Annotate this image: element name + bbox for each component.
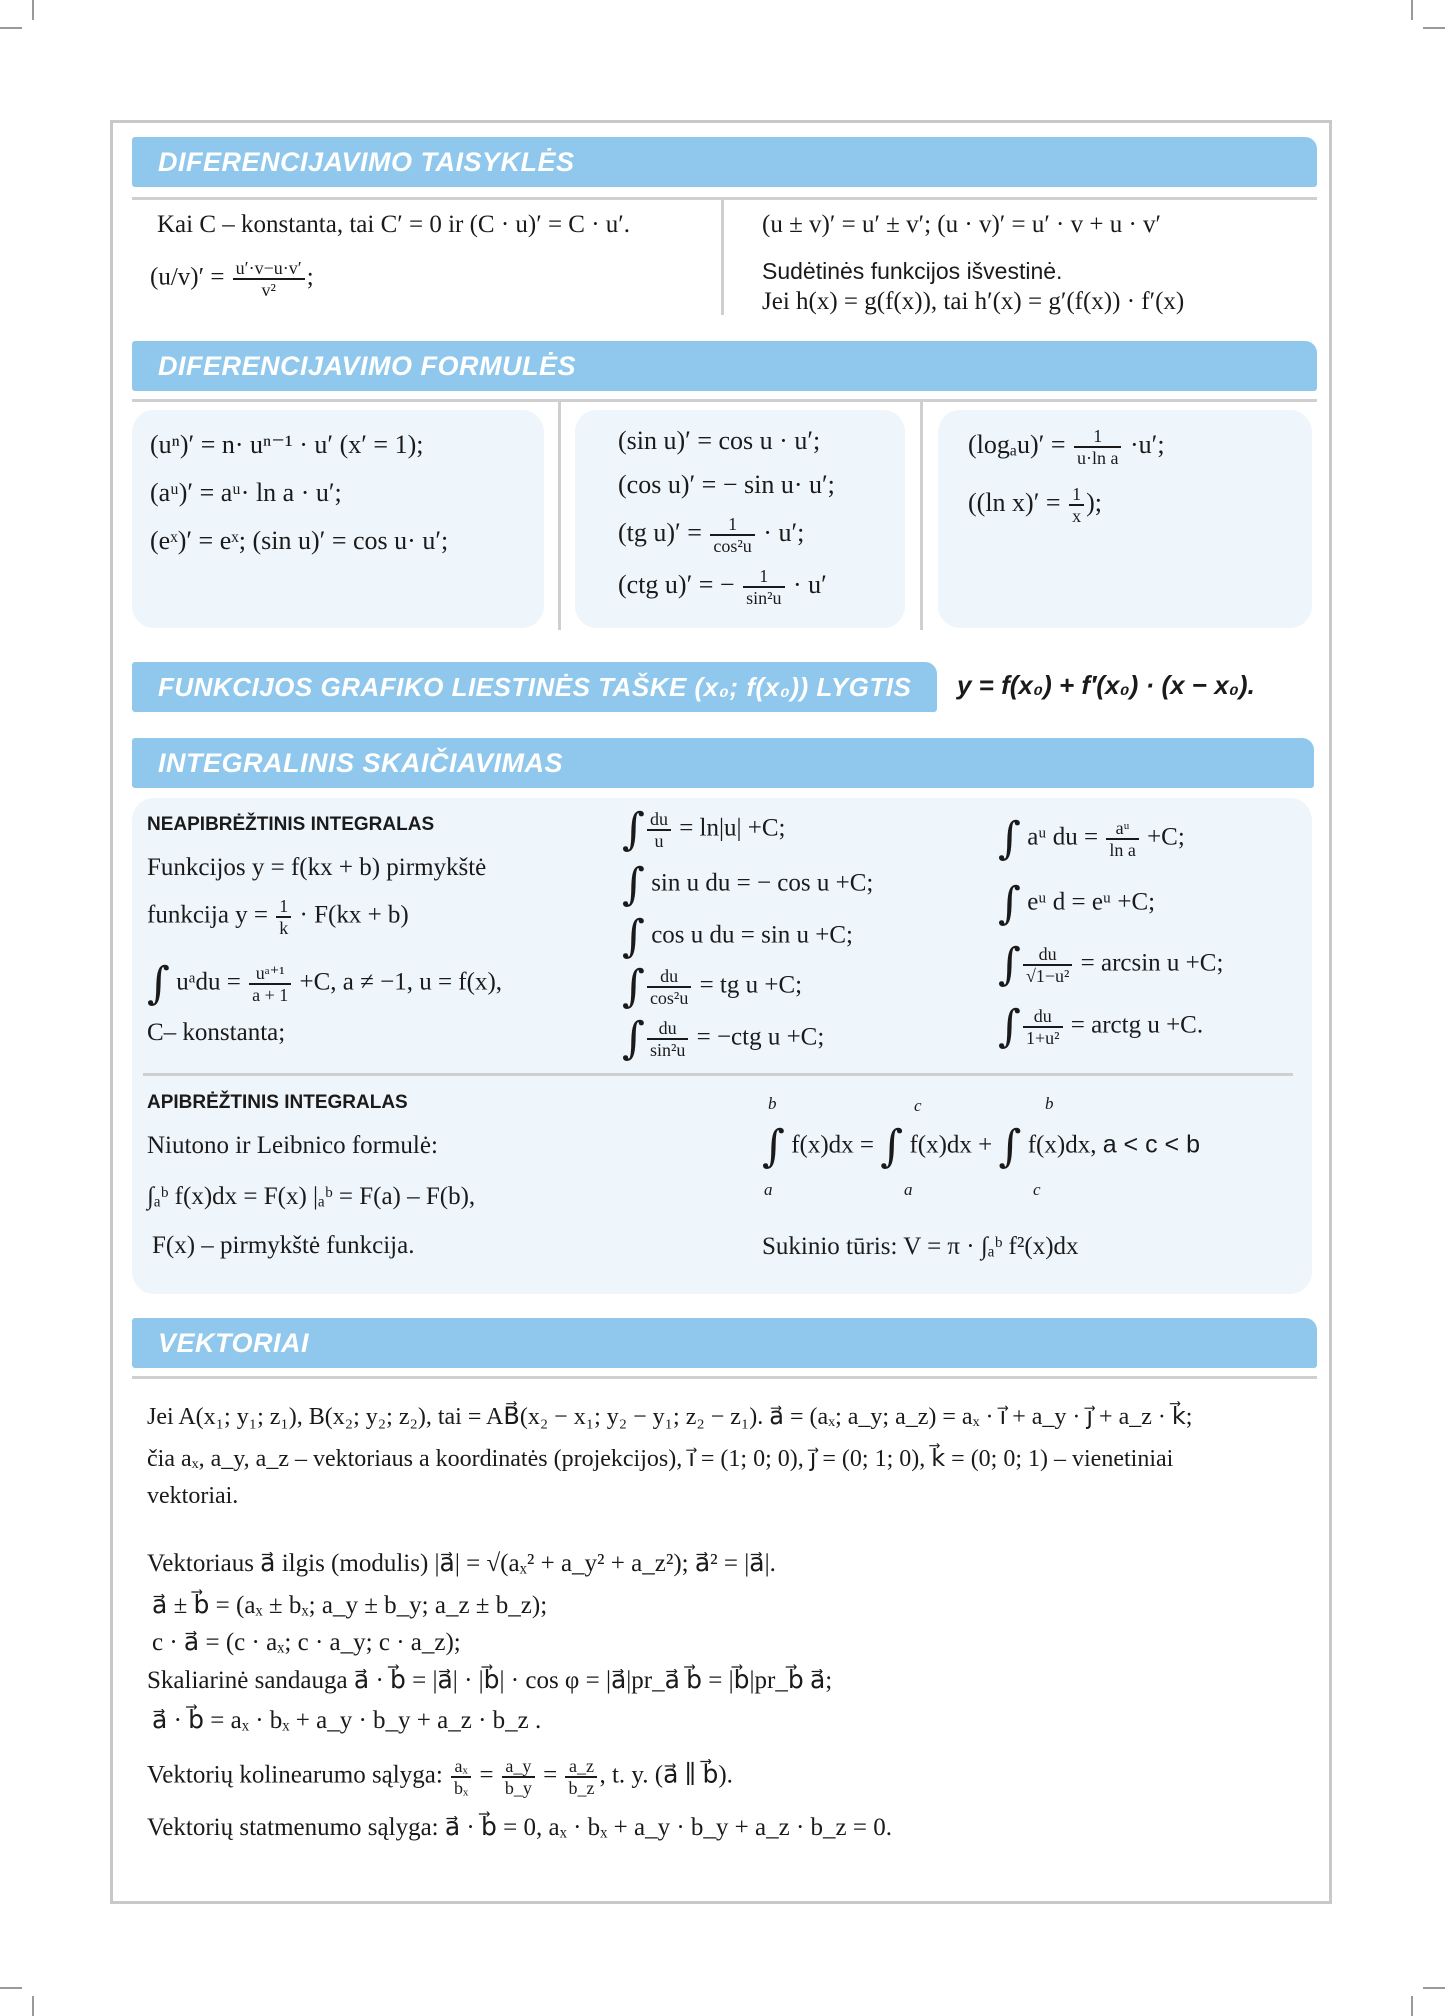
quotient-rule: (u/v)′ = $\frac{u'\cdot v-u\cdot v'}{\text{v²}}$ ; [150, 258, 314, 300]
limit-label: a [904, 1180, 913, 1199]
integral-cos: ∫ cos u du = sin u +C; [622, 911, 854, 962]
integral-arcsin: ∫ $\frac{du}{\text{√1−u²}}$ = arcsin u +C; [998, 939, 1224, 990]
section-header-diff-rules: DIFERENCIJAVIMO TAISYKLĖS [132, 137, 1317, 187]
vector-scalar-mult: c · a⃗ = (c · aₓ; c · a_y; c · a_z); [152, 1629, 461, 1656]
ln-derivative: ((ln x)′ = $\frac{1}{x}$ ); [968, 484, 1102, 526]
column-divider [558, 402, 561, 630]
tg-derivative: (tg u)′ = $\frac{1}{\text{cos²u}}$ · u′; [618, 514, 805, 556]
divider [132, 1376, 1317, 1379]
dot-product: Skaliarinė sandauga a⃗ · b⃗ = |a⃗| · |b⃗| · cos φ = |a⃗|pr_a⃗ b⃗ = |b⃗|pr_b⃗ a⃗; [147, 1667, 833, 1694]
log-derivative: (logₐu)′ = $\frac{1}{\text{u·ln a}}$ ·u′; [968, 426, 1165, 468]
limit-label: b [768, 1094, 777, 1113]
limit-label: c [914, 1096, 922, 1115]
crop-mark [32, 0, 34, 20]
constant-note: C– konstanta; [147, 1019, 286, 1046]
dot-product-coords: a⃗ · b⃗ = aₓ · bₓ + a_y · b_y + a_z · b_z . [152, 1707, 542, 1734]
limit-label: b [1045, 1094, 1054, 1113]
power-integral: ∫ uᵃdu = $\frac{\text{uᵃ⁺¹}}{a + 1}$ +C, a ≠ −1, u = f(x), [147, 958, 503, 1009]
indefinite-text-2: funkcija y = $\frac{1}{k}$ · F(kx + b) [147, 896, 409, 938]
limit-label: c [1033, 1180, 1041, 1199]
sin-derivative: (sin u)′ = cos u · u′; [618, 426, 821, 455]
perpendicularity-condition: Vektorių statmenumo sąlyga: a⃗ · b⃗ = 0, aₓ · bₓ + a_y · b_y + a_z · b_z = 0. [147, 1814, 892, 1841]
vector-sum: a⃗ ± b⃗ = (aₓ ± bₓ; a_y ± b_y; a_z ± b_z); [152, 1592, 548, 1619]
column-divider [721, 200, 724, 315]
constant-rule: Kai C – konstanta, tai C′ = 0 ir (C · u)′ = C · u′. [157, 211, 631, 238]
rotation-volume: Sukinio tūris: V = π · ∫ₐᵇ f²(x)dx [762, 1233, 1079, 1260]
crop-mark [1423, 27, 1445, 29]
unit-vectors-cont: vektoriai. [147, 1483, 239, 1509]
section-header-vectors: VEKTORIAI [132, 1318, 1317, 1368]
unit-vectors: čia aₓ, a_y, a_z – vektoriaus a koordinatės (projekcijos), i⃗ = (1; 0; 0), j⃗ = (0; 1; 0), k⃗ = (0; 0; 1) – vienetiniai [147, 1446, 1174, 1472]
newton-leibniz-title: Niutono ir Leibnico formulė: [147, 1132, 438, 1159]
power-derivative: (uⁿ)′ = n· uⁿ⁻¹ · u′ (x′ = 1); [150, 430, 424, 459]
primitive-note: F(x) – pirmykštė funkcija. [152, 1232, 415, 1259]
divider [132, 399, 1317, 402]
column-divider [920, 402, 923, 630]
sum-product-rule: (u ± v)′ = u′ ± v′; (u · v)′ = u′ · v + u · v′ [762, 211, 1162, 238]
integral-a-power-u: ∫ aᵘ du = $\frac{\text{aᵘ}}{\text{ln a}}$ +C; [998, 813, 1185, 864]
integral-1-over-u: ∫ $\frac{du}{u}$ = ln|u| +C; [622, 804, 786, 855]
chain-rule-title: Sudėtinės funkcijos išvestinė. [762, 258, 1063, 284]
ctg-derivative: (ctg u)′ = − $\frac{1}{\text{sin²u}}$ · u′ [618, 566, 827, 608]
section-header-integral: INTEGRALINIS SKAIČIAVIMAS [132, 738, 1314, 788]
exponent-e-derivative: (eˣ)′ = eˣ; (sin u)′ = cos u· u′; [150, 526, 449, 555]
crop-mark [1411, 1996, 1413, 2016]
definite-title: APIBRĖŽTINIS INTEGRALAS [147, 1092, 408, 1113]
vector-length: Vektoriaus a⃗ ilgis (modulis) |a⃗| = √(aₓ² + a_y² + a_z²); a⃗² = |a⃗|. [147, 1550, 776, 1577]
section-header-diff-formulas: DIFERENCIJAVIMO FORMULĖS [132, 341, 1317, 391]
integral-cos-squared: ∫ $\frac{du}{\text{cos²u}}$ = tg u +C; [622, 961, 803, 1012]
crop-mark [0, 1987, 22, 1989]
integral-sin-squared: ∫ $\frac{du}{\text{sin²u}}$ = −ctg u +C; [622, 1013, 825, 1064]
indefinite-title: NEAPIBRĖŽTINIS INTEGRALAS [147, 814, 435, 835]
integral-sin: ∫ sin u du = − cos u +C; [622, 859, 874, 910]
integral-e-power-u: ∫ eᵘ d = eᵘ +C; [998, 878, 1156, 929]
indefinite-text-1: Funkcijos y = f(kx + b) pirmykštė [147, 854, 487, 881]
chain-rule: Jei h(x) = g(f(x)), tai h′(x) = g′(f(x)) · f′(x) [762, 288, 1185, 315]
vector-coordinates: Jei A(x₁; y₁; z₁), B(x₂; y₂; z₂), tai = AB⃗(x₂ − x₁; y₂ − y₁; z₂ − z₁). a⃗ = (aₓ; a_y; a_z) = aₓ · i⃗ + a_y · j⃗ + a_z · k⃗; [147, 1404, 1193, 1430]
cos-derivative: (cos u)′ = − sin u· u′; [618, 470, 835, 499]
collinearity-condition: Vektorių kolinearumo sąlyga: $\frac{\text{aₓ}}{\text{bₓ}}$ = $\frac{a\_y}{b\_y}$ = $\frac{a\_z}{b\_z}$ , t. y. (a⃗ ∥ b⃗). [147, 1756, 733, 1798]
divider [143, 1073, 1293, 1076]
newton-leibniz-formula: ∫ₐᵇ f(x)dx = F(x) |ₐᵇ = F(a) – F(b), [147, 1183, 476, 1210]
divider [132, 197, 1317, 200]
exponent-a-derivative: (aᵘ)′ = aᵘ· ln a · u′; [150, 478, 342, 507]
section-header-tangent: FUNKCIJOS GRAFIKO LIESTINĖS TAŠKE (x₀; f(x₀)) LYGTIS [132, 662, 937, 712]
limit-label: a [764, 1180, 773, 1199]
crop-mark [1423, 1987, 1445, 1989]
crop-mark [1411, 0, 1413, 20]
tangent-formula: y = f(x₀) + f′(x₀) · (x − x₀). [957, 670, 1255, 700]
crop-mark [0, 27, 22, 29]
additivity-formula: ∫ f(x)dx = ∫ f(x)dx + ∫ f(x)dx, a < c < b [762, 1121, 1200, 1172]
crop-mark [32, 1996, 34, 2016]
integral-arctg: ∫ $\frac{du}{\text{1+u²}}$ = arctg u +C. [998, 1001, 1204, 1052]
